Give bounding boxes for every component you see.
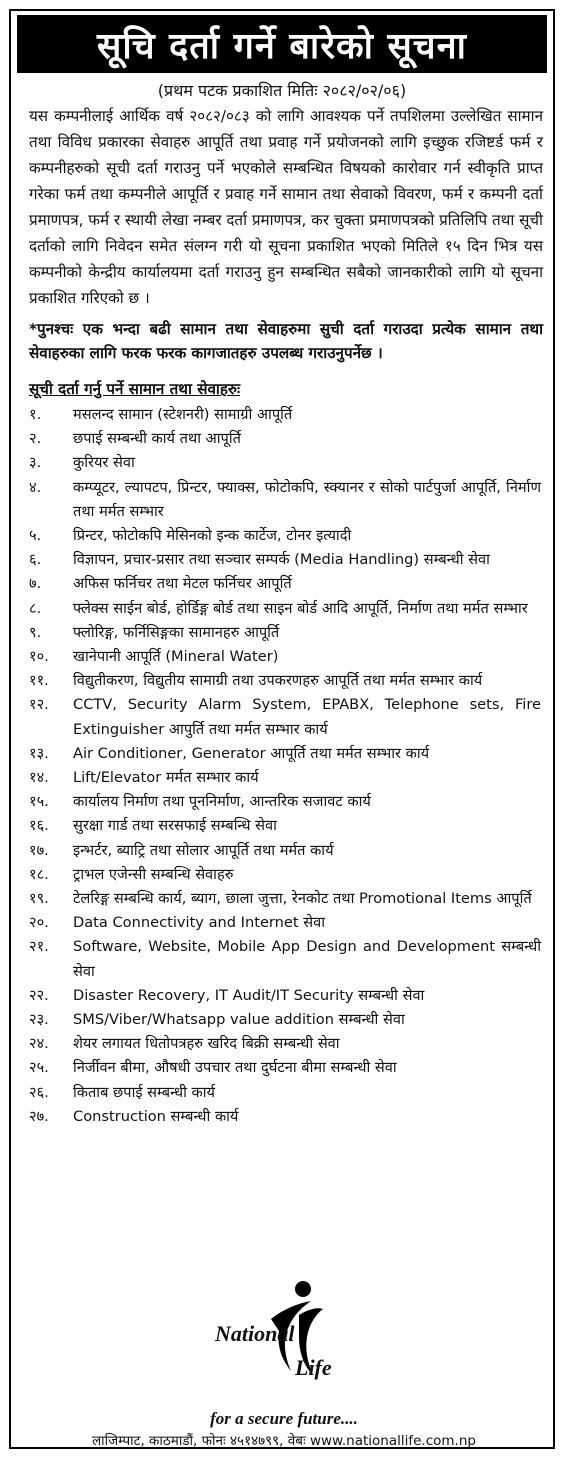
item-text: Software, Website, Mobile App Design and Development सम्बन्धी सेवा [73,938,541,980]
item-text: टेलरिङ्ग सम्बन्धि कार्य, ब्याग, छाला जुत्ता, रेनकोट तथा Promotional Items आपूर्ति [73,890,532,908]
list-item [29,1008,541,1032]
item-text: निर्जीवन बीमा, औषधी उपचार तथा दुर्घटना बीमा सम्बन्धी सेवा [73,1059,397,1077]
item-text: अफिस फर्निचर तथा मेटल फर्निचर आपूर्ति [73,575,292,593]
item-number: ६. [29,551,42,569]
item-number: १९. [29,890,49,908]
item-text: Lift/Elevator मर्मत सम्भार कार्य [73,769,259,787]
list-item [29,476,541,524]
item-text: प्रिन्टर, फोटोकपि मेसिनको इन्क कार्टेज, टोनर इत्यादी [73,527,352,545]
list-item [29,645,541,669]
list-item [29,548,541,572]
list-item [29,403,541,427]
items-list [29,403,541,1129]
item-text: ट्राभल एजेन्सी सम्बन्धि सेवाहरु [73,865,234,883]
list-item [29,984,541,1008]
item-number: २६. [29,1083,49,1101]
item-number: १५. [29,793,49,811]
item-number: २०. [29,914,49,932]
item-number: ५. [29,527,42,545]
item-text: Air Conditioner, Generator आपूर्ति तथा मर्मत सम्भार कार्य [73,744,430,762]
item-text: कार्यालय निर्माण तथा पूननिर्माण, आन्तरिक सजावट कार्य [73,793,371,811]
item-number: ८. [29,599,42,617]
item-number: २३. [29,1011,49,1029]
item-number: २२. [29,986,49,1004]
logo-text-life: Life [295,1355,332,1380]
item-text: Data Connectivity and Internet सेवा [73,914,326,932]
list-item [29,427,541,451]
item-text: Construction सम्बन्धी कार्य [73,1107,239,1125]
list-item [29,1056,541,1080]
list-item [29,766,541,790]
list-item [29,1105,541,1129]
list-item [29,1032,541,1056]
national-life-logo [191,1279,361,1409]
list-item [29,621,541,645]
item-text: विद्युतीकरण, विद्युतीय सामाग्री तथा उपकरणहरु आपूर्ति तथा मर्मत सम्भार कार्य [73,672,483,690]
item-text: इन्भर्टर, ब्याट्रि तथा सोलार आपूर्ति तथा मर्मत कार्य [73,841,334,859]
list-heading: सूची दर्ता गर्नु पर्ने सामान तथा सेवाहरुः [29,380,241,398]
item-number: १. [29,406,42,423]
intro-paragraph: यस कम्पनीलाई आर्थिक वर्ष २०८२/०८३ को लागि आवश्यक पर्ने तपशिलमा उल्लेखित सामान तथा विविध प्रकारका सेवाहरु आपूर्ति तथा प्रवाह गर्ने प्रयोजनको लागि इच्छुक रजिष्टर्ड फर्म र कम्पनीहरुको सूची दर्ता गराउनु पर्ने भएकोले सम्बन्धित विषयको कारोवार गर्न स्वीकृति प्राप्त गरेका फर्म तथा कम्पनीले आपूर्ति र प्रवाह गर्ने सामान तथा सेवाको विवरण, फर्म र कम्पनी दर्ता प्रमाणपत्र, फर्म र स्थायी लेखा नम्बर दर्ता प्रमाणपत्र, कर चुक्ता प्रमाणपत्रको प्रतिलिपि तथा सूची दर्ताको लागि निवेदन समेत संलग्न गरी यो सूचना प्रकाशित भएको मितिले १५ दिन भित्र यस कम्पनीको केन्द्रीय कार्यालयमा दर्ता गराउनु हुन सम्बन्धित सबैको जानकारीको लागि यो सूचना प्रकाशित गरिएको छ । [29,107,543,307]
item-number: २४. [29,1035,49,1053]
item-text: कम्प्यूटर, ल्यापटप, प्रिन्टर, फ्याक्स, फोटोकपि, स्क्यानर र सोको पार्टपुर्जा आपूर्ति, निर्माण तथा मर्मत सम्भार [73,478,541,520]
item-number: ११. [29,672,49,690]
item-number: १६. [29,817,49,835]
list-item [29,1081,541,1105]
item-number: ९. [29,623,42,641]
item-text: शेयर लगायत धितोपत्रहरु खरिद बिक्री सम्बन्धी सेवा [73,1035,340,1053]
item-number: १०. [29,648,49,666]
logo-text-national: National [215,1321,295,1346]
item-number: १२. [29,696,49,714]
item-text: छपाई सम्बन्धी कार्य तथा आपूर्ति [73,430,241,448]
list-item [29,742,541,766]
list-item [29,669,541,693]
item-number: ४. [29,478,42,496]
item-text: किताब छपाई सम्बन्धी कार्य [73,1083,215,1101]
item-text: मसलन्द सामान (स्टेशनरी) सामाग्री आपूर्ति [73,406,293,423]
list-item [29,863,541,887]
item-number: २७. [29,1107,49,1125]
item-text: Disaster Recovery, IT Audit/IT Security सम्बन्धी सेवा [73,986,425,1004]
notice-frame [9,9,555,1449]
list-item [29,814,541,838]
item-number: ३. [29,454,42,472]
item-number: २१. [29,938,49,956]
item-number: १७. [29,841,49,859]
list-item [29,839,541,863]
list-item [29,935,541,983]
notice-title: सूचि दर्ता गर्ने बारेको सूचना [17,15,547,73]
list-item [29,887,541,911]
item-number: १८. [29,865,49,883]
item-text: खानेपानी आपूर्ति (Mineral Water) [73,648,279,666]
postscript: *पुनश्चः एक भन्दा बढी सामान तथा सेवाहरुमा सुची दर्ता गराउदा प्रत्येक सामान तथा सेवाहरुका लागि फरक फरक कागजातहरु उपलब्ध गराउनुपर्नेछ । [29,320,543,362]
list-item [29,597,541,621]
item-text: फ्लोरिङ्ग, फर्निसिङ्गका सामानहरु आपूर्ति [73,623,280,641]
list-item [29,572,541,596]
item-text: कुरियर सेवा [73,454,135,472]
item-number: १३. [29,744,49,762]
list-item [29,524,541,548]
list-item [29,790,541,814]
published-date: (प्रथम पटक प्रकाशित मितिः २०८२/०२/०६) [157,81,407,100]
list-item [29,451,541,475]
list-item [29,693,541,741]
item-number: १४. [29,769,49,787]
item-text: फ्लेक्स साईन बोर्ड, होर्डिङ्ग बोर्ड तथा साइन बोर्ड आदि आपूर्ति, निर्माण तथा मर्मत सम्भार [73,599,528,617]
item-text: SMS/Viber/Whatsapp value addition सम्बन्धी सेवा [73,1011,405,1029]
tagline: for a secure future.... [210,1409,358,1428]
item-text: विज्ञापन, प्रचार-प्रसार तथा सञ्चार सम्पर्क (Media Handling) सम्बन्धी सेवा [73,551,490,569]
contact-address: लाजिम्पाट, काठमाडौं, फोनः ४५१४७९९, वेबः www.nationallife.com.np [92,1433,476,1449]
item-number: ७. [29,575,42,593]
item-text: सुरक्षा गार्ड तथा सरसफाई सम्बन्धि सेवा [73,817,277,835]
item-text: CCTV, Security Alarm System, EPABX, Telephone sets, Fire Extinguisher आपुर्ति तथा मर्मत सम्भार कार्य [73,696,541,738]
item-number: २. [29,430,42,448]
list-item [29,911,541,935]
item-number: २५. [29,1059,49,1077]
